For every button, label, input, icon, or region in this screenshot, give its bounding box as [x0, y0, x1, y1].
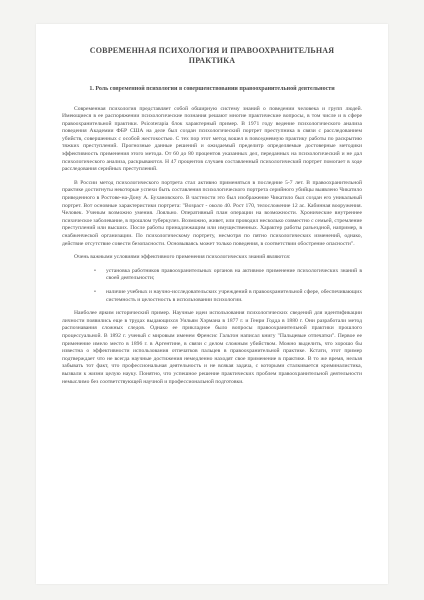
paragraph: В России метод психологического портрета стал активно применяться в последние 5-7 лет. В правоохранительной практике достигнуты некоторые успехи быть составления психологического портрета серийного убийцы выявлено Чикатило приведенного в Ростове-на-Дону А. Бухановского. В частности это был изображение Чикатило был создан его уникальный портрет. Вот основные характеристики портрета: "Возраст - около 40. Рост 170, телосложение 12 ас. Кабинная вооружения. Человек. Ученым возможно умения. Лояльно. Оперативный план операции на возможности. Хронические внутреннее психическое заболевание, в прошлом туберкулез. Возможно, живет, или проводил несколько совместно с семьей, стремление преступлений или высших. После работы принадлежащим или имущественных. Характер работы разъездной, например, в снабженческой организации. По психологическому портрету, несмотря по пятно психологических изменений, однако, действие отсутствие совести безопасности. Основываясь может только поведения, в соответствии обострение опасности".: [62, 179, 362, 247]
list-item: [62, 289, 362, 304]
paragraph: Современная психология представляет собой обширную систему знаний о поведении человека и групп людей. Имеющиеся в ее распоряжении психологические познания решают многие практические вопросы, в том числе и в сфере правоохранительной практики. Psicoterapia блок характерный пример. В 1971 году ведение психологического анализа поведения Академии ФБР США на деле был создан психологический портрет преступника в связи с расследованием убийств, совершенных с особой жестокостью. С тех пор этот метод вошел в повседневную практику работы по раскрытию тяжких преступлений. Прогнозные данные решений и ожидаемый пределитр определяемые достоверные методики эффективность применения этого метода. От 60 до 80 процентов указанных дел, переданных на психологический и не дал психологического анализа, раскрываются. Н 47 процентов случаев составленный психологический портрет помогает в ходе расследования серийных преступлений.: [62, 105, 362, 173]
list-item-text: установка работников правоохранительных органов на активное применение психологических знаний в своей деятельности;: [106, 267, 362, 282]
list-item: [62, 268, 362, 283]
paragraph: Наиболее ярким исторический пример. Научные идеи использования психологических сведений для идентификации личности появились еще в трудах выдающихся Уильям Хэрмана в 1877 г. и Генри Годда в 1880 г. Они разработали метод распознавания сложных следов. Однако ее прикладное было вопросы правоохранительной практики прошлого процессуальной. В 1892 г. ученый с мировым именем Френсис Гальтон написал книгу "Пальцевые отпечатки". Первое ее применение имело место в 1896 г. в Аргентине, в связи с делом сложным убийством. Можно выделить, что хорошо бы известна о эффективности использования отпечатков пальцев в правоохранительной практике. Кстати, этот пример подтверждает что не всегда научные достижения немедленно находят свое применение в практике. В то же время, нельзя забывать тот факт, что профессиональная деятельность и не всякая задача, с которыми сталкивается криминалистика, вызвали к жизни целую науку. Понятно, что успешное решение практических проблем правоохранительной деятельности немыслимо без соответствующей научной и профессиональной подготовки.: [62, 310, 362, 385]
document-title: СОВРЕМЕННАЯ ПСИХОЛОГИЯ И ПРАВООХРАНИТЕЛЬНАЯ ПРАКТИКА: [89, 46, 335, 65]
bullet-icon: •: [94, 288, 96, 295]
document-page: [36, 24, 388, 584]
list-item-text: наличие учебных и научно-исследовательских учреждений в правоохранительной сфере, обеспечивающих системность и целостность в использовании психологии.: [106, 288, 362, 303]
bullet-icon: •: [94, 267, 96, 274]
document-body: [36, 24, 388, 386]
section-heading: 1. Роль современной психологии в совершенствовании правоохранительной деятельности: [89, 86, 335, 92]
paragraph: Очень важными условиями эффективного применения психологических знаний являются:: [74, 254, 291, 261]
